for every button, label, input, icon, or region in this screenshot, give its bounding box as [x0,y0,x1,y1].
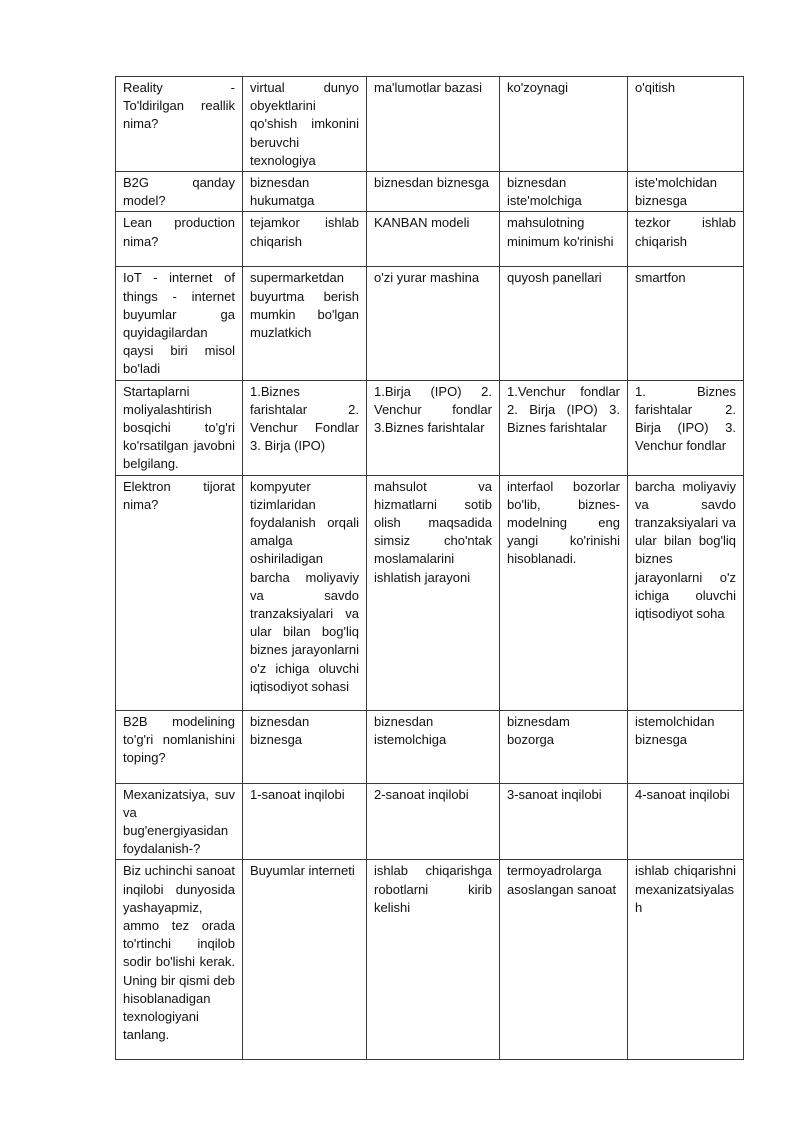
answer-option-2: biznesdan biznesga [367,172,500,212]
question-cell: Startaplarni moliyalashtirish bosqichi to'g'ri ko'rsatilgan javobni belgilang. [116,380,243,475]
answer-option-4: barcha moliyaviy va savdo tranzaksiyalari va ular bilan bog'liq biznes jarayonlarni o'z ichiga oluvchi iqtisodiyot soha [628,475,744,710]
answer-option-3: quyosh panellari [500,267,628,380]
table-row [116,380,744,475]
table-row [116,267,744,380]
answer-option-4: istemolchidan biznesga [628,710,744,783]
answer-option-1: biznesdan biznesga [243,710,367,783]
question-cell: Mexanizatsiya, suv va bug'energiyasidan foydalanish-? [116,783,243,860]
answer-option-4: ishlab chiqarishni mexanizatsiyalash [628,860,744,1060]
answer-option-4: o'qitish [628,77,744,172]
answer-option-2: KANBAN modeli [367,212,500,267]
answer-option-1: Buyumlar interneti [243,860,367,1060]
table-row [116,172,744,212]
table-row [116,860,744,1060]
answer-option-2: 2-sanoat inqilobi [367,783,500,860]
answer-option-1: tejamkor ishlab chiqarish [243,212,367,267]
answer-option-3: interfaol bozorlar bo'lib, biznes-modelning eng yangi ko'rinishi hisoblanadi. [500,475,628,710]
question-cell: B2B modelining to'g'ri nomlanishini toping? [116,710,243,783]
answer-option-1: supermarketdan buyurtma berish mumkin bo'lgan muzlatkich [243,267,367,380]
table-row [116,212,744,267]
answer-option-3: 1.Venchur fondlar 2. Birja (IPO) 3. Biznes farishtalar [500,380,628,475]
quiz-table-body [116,77,744,1060]
answer-option-3: termoyadrolarga asoslangan sanoat [500,860,628,1060]
table-row [116,77,744,172]
question-cell: Biz uchinchi sanoat inqilobi dunyosida yashayapmiz, ammo tez orada to'rtinchi inqilob sodir bo'lishi kerak. Uning bir qismi deb hisoblanadigan texnologiyani tanlang. [116,860,243,1060]
answer-option-4: 1. Biznes farishtalar 2. Birja (IPO) 3. Venchur fondlar [628,380,744,475]
answer-option-1: biznesdan hukumatga [243,172,367,212]
answer-option-3: biznesdan iste'molchiga [500,172,628,212]
quiz-table [115,76,744,1060]
answer-option-1: 1.Biznes farishtalar 2. Venchur Fondlar 3. Birja (IPO) [243,380,367,475]
question-cell: IoT - internet of things - internet buyumlar ga quyidagilardan qaysi biri misol bo'ladi [116,267,243,380]
answer-option-2: o'zi yurar mashina [367,267,500,380]
answer-option-2: mahsulot va hizmatlarni sotib olish maqsadida simsiz cho'ntak moslamalarini ishlatish jarayoni [367,475,500,710]
answer-option-3: ko'zoynagi [500,77,628,172]
answer-option-1: virtual dunyo obyektlarini qo'shish imkonini beruvchi texnologiya [243,77,367,172]
answer-option-3: mahsulotning minimum ko'rinishi [500,212,628,267]
table-row [116,783,744,860]
question-cell: Reality - To'ldirilgan reallik nima? [116,77,243,172]
answer-option-2: 1.Birja (IPO) 2. Venchur fondlar 3.Biznes farishtalar [367,380,500,475]
question-cell: Lean production nima? [116,212,243,267]
answer-option-2: biznesdan istemolchiga [367,710,500,783]
answer-option-4: tezkor ishlab chiqarish [628,212,744,267]
answer-option-4: 4-sanoat inqilobi [628,783,744,860]
answer-option-3: biznesdam bozorga [500,710,628,783]
answer-option-2: ma'lumotlar bazasi [367,77,500,172]
answer-option-3: 3-sanoat inqilobi [500,783,628,860]
answer-option-4: smartfon [628,267,744,380]
question-cell: Elektron tijorat nima? [116,475,243,710]
table-row [116,710,744,783]
answer-option-1: kompyuter tizimlaridan foydalanish orqali amalga oshiriladigan barcha moliyaviy va savdo tranzaksiyalari va ular bilan bog'liq biznes jarayonlarni o'z ichiga oluvchi iqtisodiyot sohasi [243,475,367,710]
answer-option-1: 1-sanoat inqilobi [243,783,367,860]
table-row [116,475,744,710]
question-cell: B2G qanday model? [116,172,243,212]
answer-option-4: iste'molchidan biznesga [628,172,744,212]
answer-option-2: ishlab chiqarishga robotlarni kirib kelishi [367,860,500,1060]
